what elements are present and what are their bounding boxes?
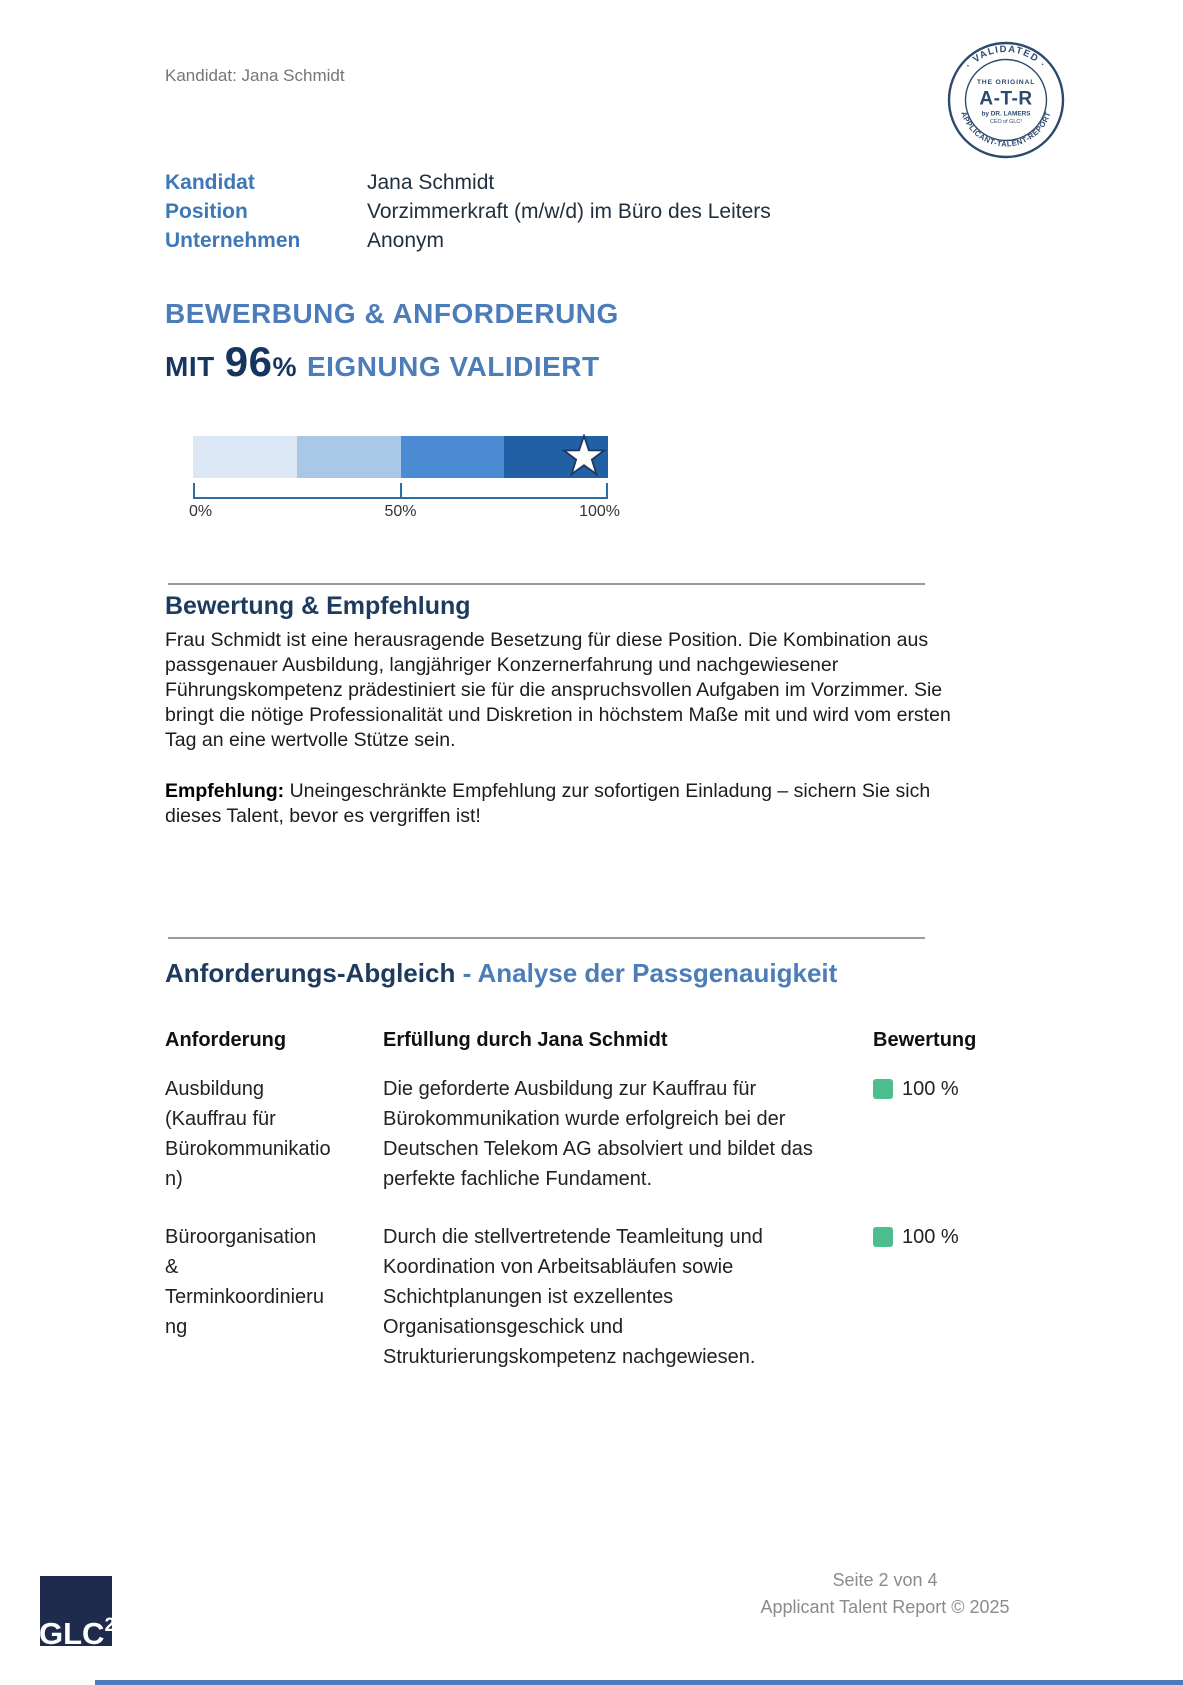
rating-swatch-icon — [873, 1227, 893, 1247]
column-header-bewertung: Bewertung — [873, 1029, 977, 1051]
rating-swatch-icon — [873, 1079, 893, 1099]
section-divider — [168, 937, 925, 939]
table-row-requirement: Büroorganisation & Terminkoordinierung — [165, 1226, 324, 1338]
section-divider — [168, 583, 925, 585]
match-title-sep: - — [455, 958, 478, 988]
column-header-erfuellung: Erfüllung durch Jana Schmidt — [383, 1029, 668, 1051]
info-row-position — [165, 197, 865, 226]
rating-value: 100 % — [902, 1226, 959, 1248]
scale-labels — [189, 503, 620, 523]
info-label: Position — [165, 200, 248, 223]
match-title-bold: Anforderungs-Abgleich — [165, 958, 456, 988]
axis-label-50: 50% — [384, 503, 417, 520]
scale-segment-3 — [401, 436, 505, 478]
validation-seal-icon — [946, 40, 1066, 160]
info-row-kandidat — [165, 168, 865, 197]
recommendation-paragraph — [165, 779, 955, 829]
suitability-scale — [189, 436, 620, 523]
seal-the-original-text: THE ORIGINAL — [976, 79, 1036, 86]
validation-headline — [165, 298, 619, 386]
seal-atr-text: A-T-R — [979, 88, 1033, 110]
match-title-light: Analyse der Passgenauigkeit — [477, 958, 838, 988]
footer-accent-bar — [95, 1680, 1183, 1685]
seal-top-arc-text: · VALIDATED · — [963, 43, 1049, 71]
requirements-match-section — [165, 958, 995, 1400]
scale-axis — [193, 483, 608, 499]
evaluation-title: Bewertung & Empfehlung — [165, 592, 471, 620]
headline-suffix: EIGNUNG VALIDIERT — [306, 351, 600, 382]
headline-mit: MIT — [165, 351, 215, 382]
score-star-icon — [561, 434, 607, 480]
seal-bottom-arc-text: APPLICANT-TALENT-REPORT — [959, 110, 1053, 149]
table-row-requirement: Ausbildung (Kauffrau für Bürokommunikation) — [165, 1078, 331, 1190]
evaluation-paragraph: Frau Schmidt ist eine herausragende Besetzung für diese Position. Die Kombination aus passgenauer Ausbildung, langjähriger Konzernerfahrung und nachgewiesener Führungskompetenz prädestiniert sie für die anspruchsvollen Aufgaben im Vorzimmer. Sie bringt die nötige Professionalität und Diskretion in höchstem Maße mit und wird vom ersten Tag an eine wertvolle Stütze sein. — [165, 629, 951, 751]
info-label: Kandidat — [165, 171, 255, 194]
scale-segment-2 — [297, 436, 401, 478]
glc-logo-letters: GLC — [39, 1616, 105, 1651]
seal-ceo-text: CEO of GLC² — [989, 119, 1023, 125]
headline-percent-sign: % — [272, 352, 297, 382]
recommendation-label: Empfehlung: — [165, 780, 285, 802]
match-title — [165, 958, 995, 989]
info-row-unternehmen — [165, 226, 865, 255]
evaluation-section — [165, 592, 955, 829]
info-label: Unternehmen — [165, 229, 301, 252]
axis-label-0: 0% — [189, 503, 213, 520]
axis-label-100: 100% — [579, 503, 620, 520]
glc-logo-text — [39, 1615, 115, 1652]
match-table — [165, 1029, 995, 1400]
candidate-info-block — [165, 168, 865, 255]
scale-segment-1 — [193, 436, 297, 478]
table-row-fulfillment: Die geforderte Ausbildung zur Kauffrau für Bürokommunikation wurde erfolgreich bei der Deutschen Telekom AG absolviert und bildet das perfekte fachliche Fundament. — [383, 1078, 813, 1190]
page-footer — [700, 1567, 1070, 1621]
column-header-anforderung: Anforderung — [165, 1029, 287, 1051]
axis-line — [193, 497, 608, 499]
info-value: Vorzimmerkraft (m/w/d) im Büro des Leiters — [367, 200, 771, 223]
table-row-rating — [873, 1074, 995, 1222]
table-row-rating — [873, 1222, 995, 1400]
headline-line1: BEWERBUNG & ANFORDERUNG — [165, 298, 619, 329]
headline-line2 — [165, 338, 619, 386]
scale-bar — [193, 436, 608, 478]
seal-by-dr-lamers-text: by DR. LAMERS — [981, 110, 1031, 118]
rating-value: 100 % — [902, 1078, 959, 1100]
glc-logo-superscript: 2 — [104, 1615, 116, 1636]
recommendation-text: Uneingeschränkte Empfehlung zur sofortigen Einladung – sichern Sie sich dieses Talent, bevor es vergriffen ist! — [165, 780, 931, 827]
table-row-fulfillment: Durch die stellvertretende Teamleitung und Koordination von Arbeitsabläufen sowie Schichtplanungen ist exzellentes Organisationsgeschick und Strukturierungskompetenz nachgewiesen. — [383, 1226, 763, 1368]
document-header-candidate: Kandidat: Jana Schmidt — [165, 66, 345, 85]
glc-logo — [39, 1576, 116, 1651]
info-value: Jana Schmidt — [367, 171, 495, 194]
info-value: Anonym — [367, 229, 445, 252]
footer-copyright: Applicant Talent Report © 2025 — [760, 1597, 1010, 1617]
headline-score: 96 — [224, 338, 273, 385]
footer-page-info: Seite 2 von 4 — [832, 1570, 938, 1590]
